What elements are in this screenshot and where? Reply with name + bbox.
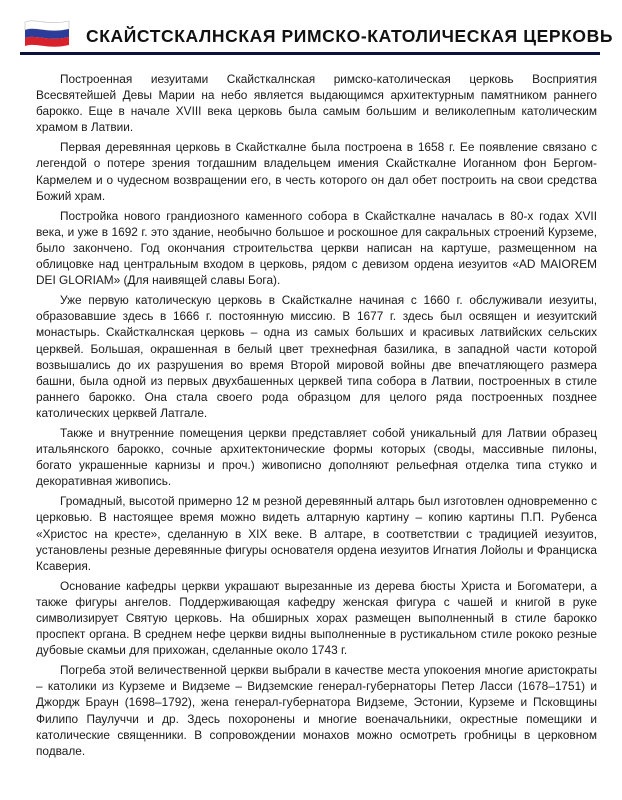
paragraph: Громадный, высотой примерно 12 м резной деревянный алтарь был изготовлен одновременно с церковью. В настоящее время можно видеть алтарную картину – копию картины П.П. Рубенса «Христос на кресте», сделанную в XIX веке. В алтаре, в соответствии с традицией иезуитов, установлены резные деревянные фигуры основателя ордена иезуитов Игнатия Лойолы и Франциска Ксаверия. bbox=[36, 494, 597, 573]
paragraph: Погреба этой величественной церкви выбрали в качестве места упокоения многие аристократы – католики из Курземе и Видземе – Видземские генерал-губернаторы Петер Ласси (1678–1751) и Джордж Браун (1698–1792), жена генерал-губернатора Видземе, Эстонии, Курземе и Псковщины Филипо Паулуччи и др. Здесь похоронены и многие военачальники, окрестные помещики и католические священники. В сопровождении монахов можно осмотреть гробницы в церковном подвале. bbox=[36, 663, 597, 758]
paragraph: Уже первую католическую церковь в Скайсткалне начиная с 1660 г. обслуживали иезуиты, образовавшие здесь в 1666 г. постоянную миссию. В 1677 г. здесь был освящен и иезуитский монастырь. Скайсткалнская церковь – одна из самых больших и красивых латвийских сельских церквей. Большая, окрашенная в белый цвет трехнефная базилика, в западной части которой возвышались до их разрушения во время Второй мировой войны две впечатляющего размера башни, была одной из первых двухбашенных церквей типа собора в Латвии, построенных в стиле раннего барокко. Она стала своего рода образцом для целого ряда построенных позднее католических церквей Латгале. bbox=[36, 293, 597, 420]
paragraph: Основание кафедры церкви украшают вырезанные из дерева бюсты Христа и Богоматери, а также фигуры ангелов. Поддерживающая кафедру женская фигура с чашей и книгой в руке символизирует Святую церковь. На обширных хорах размещен выполненный в стиле барокко проспект органа. В среднем нефе церкви видны выполненные в рустикальном стиле рококо резные дубовые скамьи для прихожан, сделанные около 1743 г. bbox=[36, 578, 597, 658]
paragraph: Также и внутренние помещения церкви представляет собой уникальный для Латвии образец итальянского барокко, сочные архитектонические формы которых (своды, массивные пилоны, богато украшенные карнизы и проч.) живописно дополняют рельефная отделка типа стукко и декоративная живопись. bbox=[36, 425, 597, 489]
russian-flag-icon bbox=[24, 18, 70, 48]
paragraph: Первая деревянная церковь в Скайсткалне была построена в 1658 г. Ее появление связано с легендой о потере зрения тогдашним владельцем имения Скайсткалне Иоганном фон Бергом-Кармелем и о чудесном возвращении его, в честь которого он дал обет построить на свои средства Божий храм. bbox=[36, 140, 597, 203]
paragraph: Построенная иезуитами Скайсткалнская римско-католическая церковь Восприятия Всесвятейшей Девы Марии на небо является выдающимся архитектурным памятником раннего барокко. Еще в начале XVIII века церковь была самым большим и великолепным католическим храмом в Латвии. bbox=[36, 72, 597, 135]
title-underline bbox=[20, 52, 600, 55]
page-header bbox=[0, 0, 622, 66]
article-body bbox=[36, 71, 597, 763]
paragraph: Постройка нового грандиозного каменного собора в Скайсткалне началась в 80-х годах XVII века, и уже в 1692 г. это здание, необычно большое и роскошное для сакральных строений Курземе, было закончено. Год окончания строительства церкви написан на картуше, размещенном на облицовке над центральным входом в церковь, рядом с девизом ордена иезуитов «AD MAIOREM DEI GLORIAM» (Для наивящей славы Бога). bbox=[36, 208, 597, 288]
page-title: СКАЙСТСКАЛНСКАЯ РИМСКО-КАТОЛИЧЕСКАЯ ЦЕРКОВЬ bbox=[86, 26, 614, 46]
